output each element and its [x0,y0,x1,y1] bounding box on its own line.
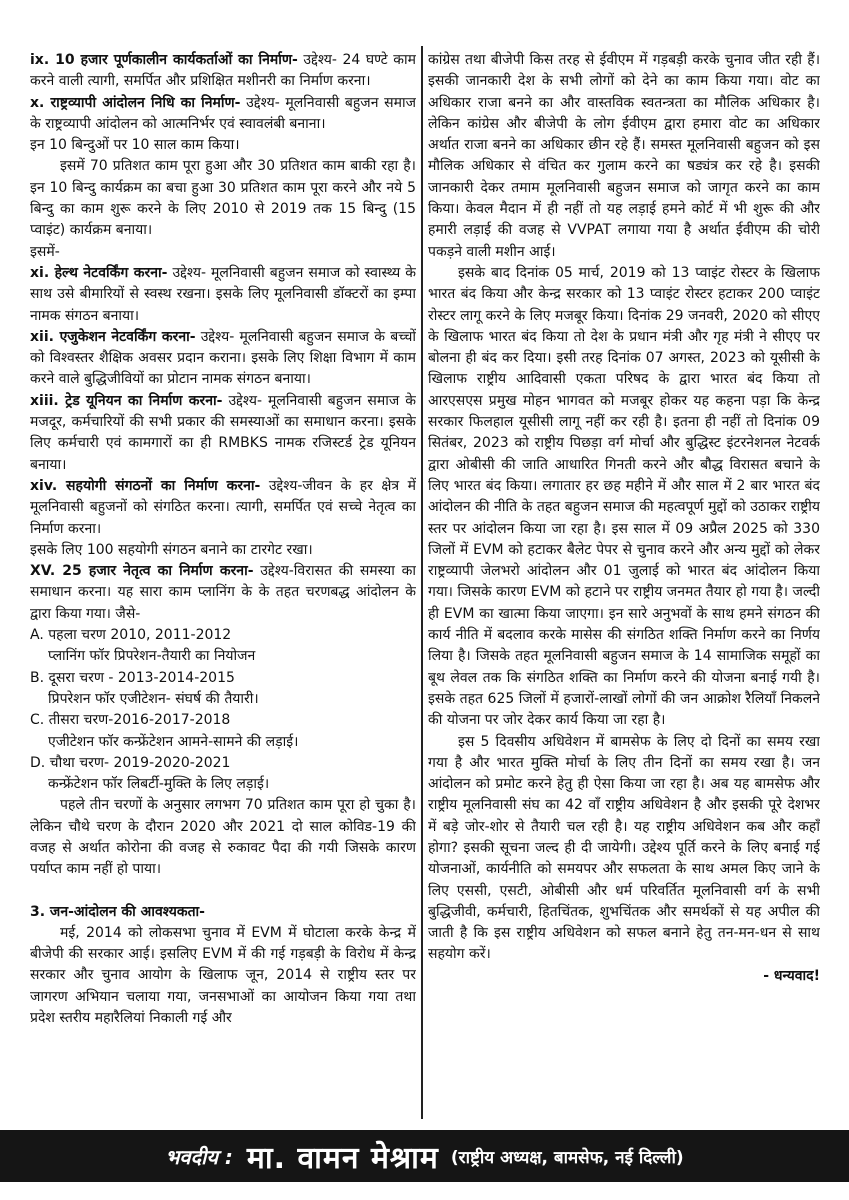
paragraph-progress: इसमें 70 प्रतिशत काम पूरा हुआ और 30 प्रतिशत काम बाकी रहा है। इन 10 बिन्दु कार्यक्रम का बचा हुआ 30 प्रतिशत काम पूरा करने और नये 5 बिन्दु का काम शुरू करने के लिए 2010 से 2019 तक 15 बिन्दु (15 प्वाइंट) कार्यक्रम बनाया। [30,158,416,239]
phase-c: C. तीसरा चरण-2016-2017-2018 [30,712,231,729]
point-xv [30,561,416,625]
point-ix-text: उद्देश्य- 24 घण्टे काम करने वाली त्यागी, समर्पित और प्रशिक्षित मशीनरी का निर्माण करना। [30,52,416,90]
phase-b: B. दूसरा चरण - 2013-2014-2015 [30,669,235,686]
point-xiii [30,391,416,476]
point-xi-heading: xi. हेल्थ नेटवर्किंग करना- [30,264,168,281]
point-xii-heading: xii. एजुकेशन नेटवर्किंग करना- [30,328,196,345]
phase-b-detail: प्रिपरेशन फॉर एजीटेशन- संघर्ष की तैयारी। [48,690,259,707]
paragraph-target: इसके लिए 100 सहयोगी संगठन बनाने का टारगेट रखा। [30,541,313,558]
signatory-title: (राष्ट्रीय अध्यक्ष, बामसेफ, नई दिल्ली) [450,1147,684,1168]
point-xv-text: उद्देश्य-विरासत की समस्या का समाधान करना। यह सारा काम प्लानिंग के के तहत चरणबद्ध आंदोलन के द्वारा किया गया। जैसे- [30,563,416,622]
right-column [428,50,820,1110]
signature-prefix: भवदीय : [165,1144,233,1169]
column-divider [421,46,423,1119]
section-3-heading: 3. जन-आंदोलन की आवश्यकता- [30,903,205,920]
point-ix [30,50,416,93]
phase-c-detail: एजीटेशन फॉर कन्फ्रेंटेशन आमने-सामने की लड़ाई। [48,733,299,750]
point-xiii-heading: xiii. ट्रेड यूनियन का निर्माण करना- [30,392,223,409]
signatory-name: मा. वामन मेश्राम [246,1140,439,1176]
point-x [30,93,416,136]
point-ix-heading: ix. 10 हजार पूर्णकालीन कार्यकर्ताओं का निर्माण- [30,52,298,68]
signature-banner [0,1130,849,1182]
phase-a: A. पहला चरण 2010, 2011-2012 [30,627,232,644]
point-xi-text: उद्देश्य- मूलनिवासी बहुजन समाज को स्वास्थ्य के साथ उसे बीमारियों से स्वस्थ रखना। इसके लिए मूलनिवासी डॉक्टरों का इम्पा नामक संगठन बनाया। [30,264,416,324]
point-xii [30,327,416,391]
paragraph-covid: पहले तीन चरणों के अनुसार लगभग 70 प्रतिशत काम पूरा हो चुका है। लेकिन चौथे चरण के दौरान 2020 और 2021 दो साल कोविड-19 की वजह से अर्थात कोरोना की वजह से रुकावट पैदा की गयी जिसके कारण पर्याप्त काम नहीं हो पाया। [30,797,416,878]
paragraph-convention: इस 5 दिवसीय अधिवेशन में बामसेफ के लिए दो दिनों का समय रखा गया है और भारत मुक्ति मोर्चा के लिए तीन दिनों का समय रखा है। जन आंदोलन को प्रमोट करने हेतु ही ऐसा किया जा रहा है। अब यह बामसेफ और राष्ट्रीय मूलनिवासी संघ का 42 वाँ राष्ट्रीय अधिवेशन है और इसकी पूरे देशभर में बड़े जोर-शोर से तैयारी चल रही है। यह राष्ट्रीय अधिवेशन कब और कहाँ होगा? इसकी सूचना जल्द ही दी जायेगी। उद्देश्य पूर्ति करने के लिए बनाई गई योजनाओं, कार्यनीति को समयपर और सफलता के साथ अमल किए जाने के लिए एससी, एसटी, ओबीसी और धर्म परिवर्तित मूलनिवासी वर्ग के सभी बुद्धिजीवी, कर्मचारी, हितचिंतक, शुभचिंतक और समर्थकों से यह अपील की जाती है कि इस राष्ट्रीय अधिवेशन को सफल बनाने हेतु तन-मन-धन से साथ सहयोग करें। [428,733,820,963]
phase-d: D. चौथा चरण- 2019-2020-2021 [30,754,231,771]
point-xv-heading: XV. 25 हजार नेतृत्व का निर्माण करना- [30,563,254,580]
point-xiv [30,476,416,540]
point-xiv-heading: xiv. सहयोगी संगठनों का निर्माण करना- [30,477,261,494]
point-xiv-text: उद्देश्य-जीवन के हर क्षेत्र में मूलनिवासी बहुजनों को संगठित करना। त्यागी, समर्पित एवं सच्चे नेतृत्व का निर्माण करना। [30,477,416,537]
point-xi [30,263,416,327]
left-column [30,50,416,1110]
phase-a-detail: प्लानिंग फॉर प्रिपरेशन-तैयारी का नियोजन [48,648,256,665]
paragraph-ten-points: इन 10 बिन्दुओं पर 10 साल काम किया। [30,137,240,154]
thanks-text: - धन्यवाद! [763,967,820,984]
phase-d-detail: कन्फ्रेंटेशन फॉर लिबर्टी-मुक्ति के लिए लड़ाई। [48,776,270,793]
point-x-text: उद्देश्य- मूलनिवासी बहुजन समाज के राष्ट्रव्यापी आंदोलन को आत्मनिर्भर एवं स्वावलंबी बनाना। [30,94,416,132]
point-xiii-text: उद्देश्य- मूलनिवासी बहुजन समाज के मजदूर, कर्मचारियों की सभी प्रकार की समस्याओं का समाधान करना। इसके लिए कर्मचारी एवं कामगारों का ही RMBKS नामक रजिस्टर्ड ट्रेड यूनियन बनाया। [30,392,416,473]
paragraph-bharat-bandh: इसके बाद दिनांक 05 मार्च, 2019 को 13 प्वाइंट रोस्टर के खिलाफ भारत बंद किया और केन्द्र सरकार को 13 प्वाइंट रोस्टर हटाकर 200 प्वाइंट रोस्टर लागू करने के लिए मजबूर किया। दिनांक 29 जनवरी, 2020 को सीएए के खिलाफ भारत बंद किया तो देश के प्रधान मंत्री और गृह मंत्री ने सीएए पर बोलना ही बंद कर दिया। इसी तरह दिनांक 07 अगस्त, 2023 को यूसीसी के खिलाफ राष्ट्रीय आदिवासी एकता परिषद के द्वारा भारत बंद किया तो आरएसएस प्रमुख मोहन भागवत को मजबूर होकर यह कहना पड़ा कि केन्द्र सरकार फिलहाल यूसीसी लागू नहीं कर रही है। इतना ही नहीं तो दिनांक 09 सितंबर, 2023 को राष्ट्रीय पिछड़ा वर्ग मोर्चा और बुद्धिस्ट इंटरनेशनल नेटवर्क द्वारा ओबीसी की जाति आधारित गिनती करने और बौद्ध विरासत बचाने के लिए भारत बंद किया। लगातार हर छह महीने में और साल में 2 बार भारत बंद आंदोलन की नीति के तहत बहुजन समाज की महत्वपूर्ण मुद्दों को उठाकर राष्ट्रीय स्तर पर आंदोलन किया जा रहा है। इस साल में 09 अप्रैल 2025 को 330 जिलों में EVM को हटाकर बैलेट पेपर से चुनाव करने और अन्य मुद्दों को लेकर राष्ट्रव्यापी जेलभरो आंदोलन और 01 जुलाई को भारत बंद आंदोलन किया गया। जिसके कारण EVM को हटाने पर राष्ट्रीय जनमत तैयार हो गया है। जल्दी ही EVM का खात्मा किया जाएगा। इन सारे अनुभवों के साथ हमने संगठन की कार्य नीति में बदलाव करके मासेस की संगठित शक्ति निर्माण करने का निर्णय लिया है। जिसके तहत मूलनिवासी बहुजन समाज के 14 सामाजिक समूहों का बूथ लेवल तक कि संगठित शक्ति का निर्माण करने की योजना बनाई गयी है। इसके तहत 625 जिलों में हजारों-लाखों लोगों की जन आक्रोश रैलियाँ निकलने की योजना पर जोर देकर कार्य किया जा रहा है। [428,264,820,729]
point-x-heading: x. राष्ट्रव्यापी आंदोलन निधि का निर्माण- [30,94,241,111]
paragraph-including: इसमें- [30,243,60,260]
spacer [30,881,416,902]
paragraph-evm-2014: मई, 2014 को लोकसभा चुनाव में EVM में घोटाला करके केन्द्र में बीजेपी की सरकार आई। इसलिए EVM में की गई गड़बड़ी के विरोध में केन्द्र सरकार और चुनाव आयोग के खिलाफ जून, 2014 से राष्ट्रीय स्तर पर जागरण अभियान चलाया गया, जनसभाओं का आयोजन किया गया तथा प्रदेश स्तरीय महारैलियां निकाली गई और [30,924,416,1027]
paragraph-evm-awareness: कांग्रेस तथा बीजेपी किस तरह से ईवीएम में गड़बड़ी करके चुनाव जीत रही हैं। इसकी जानकारी देश के सभी लोगों को देने का काम किया गया। वोट का अधिकार राजा बनने का और वास्तविक स्वतन्त्रता का मौलिक अधिकार है। लेकिन कांग्रेस और बीजेपी के लोग ईवीएम द्वारा हमारा वोट का अधिकार अर्थात राजा बनने का अधिकार छीन रहे हैं। समस्त मूलनिवासी बहुजन को इस मौलिक अधिकार से वंचित कर गुलाम करने का षड्यंत्र कर रहे है। इसकी जानकारी देकर तमाम मूलनिवासी बहुजन समाज को जागृत करने का काम किया। केवल मैदान में ही नहीं तो यह लड़ाई हमने कोर्ट में भी शुरू की और हमारी लड़ाई की वजह से VVPAT लगाया गया है अर्थात ईवीएम की चोरी पकड़ने वाली मशीन आई। [428,52,820,260]
point-xii-text: उद्देश्य- मूलनिवासी बहुजन समाज के बच्चों को विश्वस्तर शैक्षिक अवसर प्रदान कराना। इसके लिए शिक्षा विभाग में काम करने वाले बुद्धिजीवियों का प्रोटान नामक संगठन बनाया। [30,328,416,388]
